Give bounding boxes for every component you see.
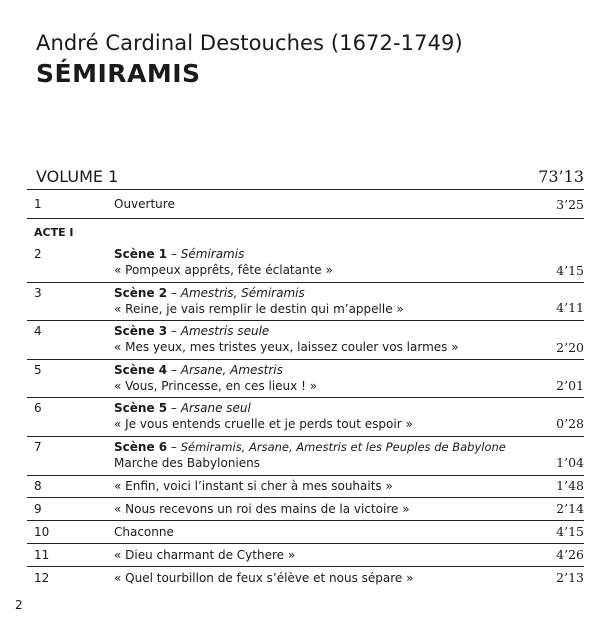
acte-heading: ACTE I — [34, 226, 74, 239]
scene-separator: – — [167, 324, 181, 338]
scene-name: Scène 4 — [114, 363, 168, 377]
track-number: 4 — [34, 324, 42, 338]
track-rule — [27, 320, 584, 321]
scene-name: Scène 1 — [114, 247, 168, 261]
track-rule — [27, 359, 584, 360]
track-rule — [27, 475, 584, 476]
track-title: « Mes yeux, mes tristes yeux, laissez couler vos larmes » — [114, 340, 459, 354]
scene-separator: – — [167, 401, 181, 415]
track-title: Marche des Babyloniens — [114, 456, 261, 470]
scene-line — [114, 324, 269, 338]
composer-heading: André Cardinal Destouches (1672-1749) — [36, 31, 463, 55]
track-duration: 2’13 — [556, 570, 584, 585]
volume-rule — [27, 189, 584, 190]
track-rule — [27, 436, 584, 437]
track-title: « Pompeux apprêts, fête éclatante » — [114, 263, 333, 277]
track-duration: 2’20 — [556, 340, 584, 355]
scene-separator: – — [167, 363, 181, 377]
opera-title: SÉMIRAMIS — [36, 59, 201, 88]
volume-duration: 73’13 — [538, 167, 584, 186]
track-duration: 4’15 — [556, 263, 584, 278]
scene-line — [114, 247, 244, 261]
page-number: 2 — [15, 598, 23, 612]
track-number: 11 — [34, 548, 50, 562]
track-title: « Reine, je vais remplir le destin qui m’appelle » — [114, 302, 404, 316]
track-duration: 1’04 — [556, 455, 584, 470]
scene-name: Scène 2 — [114, 286, 168, 300]
track-duration: 0’28 — [556, 416, 584, 431]
scene-name: Scène 6 — [114, 440, 168, 454]
track-number: 6 — [34, 401, 42, 415]
scene-name: Scène 5 — [114, 401, 168, 415]
scene-characters: Sémiramis — [180, 247, 245, 261]
track-number: 1 — [34, 197, 42, 211]
track-duration: 4’11 — [556, 300, 584, 315]
track-number: 12 — [34, 571, 50, 585]
scene-characters: Arsane seul — [180, 401, 251, 415]
track-rule — [27, 282, 584, 283]
track-number: 10 — [34, 525, 50, 539]
track-number: 2 — [34, 247, 42, 261]
scene-separator: – — [167, 286, 181, 300]
scene-separator: – — [167, 247, 181, 261]
volume-label: VOLUME 1 — [36, 167, 119, 186]
track-rule — [27, 218, 584, 219]
scene-line — [114, 286, 305, 300]
track-title: « Vous, Princesse, en ces lieux ! » — [114, 379, 318, 393]
track-rule — [27, 520, 584, 521]
track-number: 3 — [34, 286, 42, 300]
track-title: « Nous recevons un roi des mains de la victoire » — [114, 502, 410, 516]
track-duration: 2’14 — [556, 501, 584, 516]
track-number: 5 — [34, 363, 42, 377]
track-title: « Enfin, voici l’instant si cher à mes souhaits » — [114, 479, 393, 493]
track-number: 9 — [34, 502, 42, 516]
track-title: « Quel tourbillon de feux s’élève et nous sépare » — [114, 571, 414, 585]
track-rule — [27, 397, 584, 398]
track-rule — [27, 543, 584, 544]
scene-line — [114, 401, 251, 415]
track-title: « Dieu charmant de Cythere » — [114, 548, 296, 562]
scene-characters: Sémiramis, Arsane, Amestris et les Peuples de Babylone — [180, 440, 506, 454]
scene-line — [114, 440, 506, 454]
track-rule — [27, 566, 584, 567]
track-duration: 2’01 — [556, 378, 584, 393]
track-title: « Je vous entends cruelle et je perds tout espoir » — [114, 417, 413, 431]
track-number: 8 — [34, 479, 42, 493]
track-title: Ouverture — [114, 197, 175, 211]
scene-characters: Amestris seule — [180, 324, 270, 338]
track-number: 7 — [34, 440, 42, 454]
track-duration: 4’15 — [556, 524, 584, 539]
scene-name: Scène 3 — [114, 324, 168, 338]
scene-characters: Arsane, Amestris — [180, 363, 283, 377]
track-duration: 1’48 — [556, 478, 584, 493]
track-rule — [27, 497, 584, 498]
scene-line — [114, 363, 283, 377]
scene-characters: Amestris, Sémiramis — [180, 286, 305, 300]
scene-separator: – — [167, 440, 181, 454]
track-duration: 4’26 — [556, 547, 584, 562]
track-duration: 3’25 — [556, 197, 584, 212]
track-title: Chaconne — [114, 525, 174, 539]
